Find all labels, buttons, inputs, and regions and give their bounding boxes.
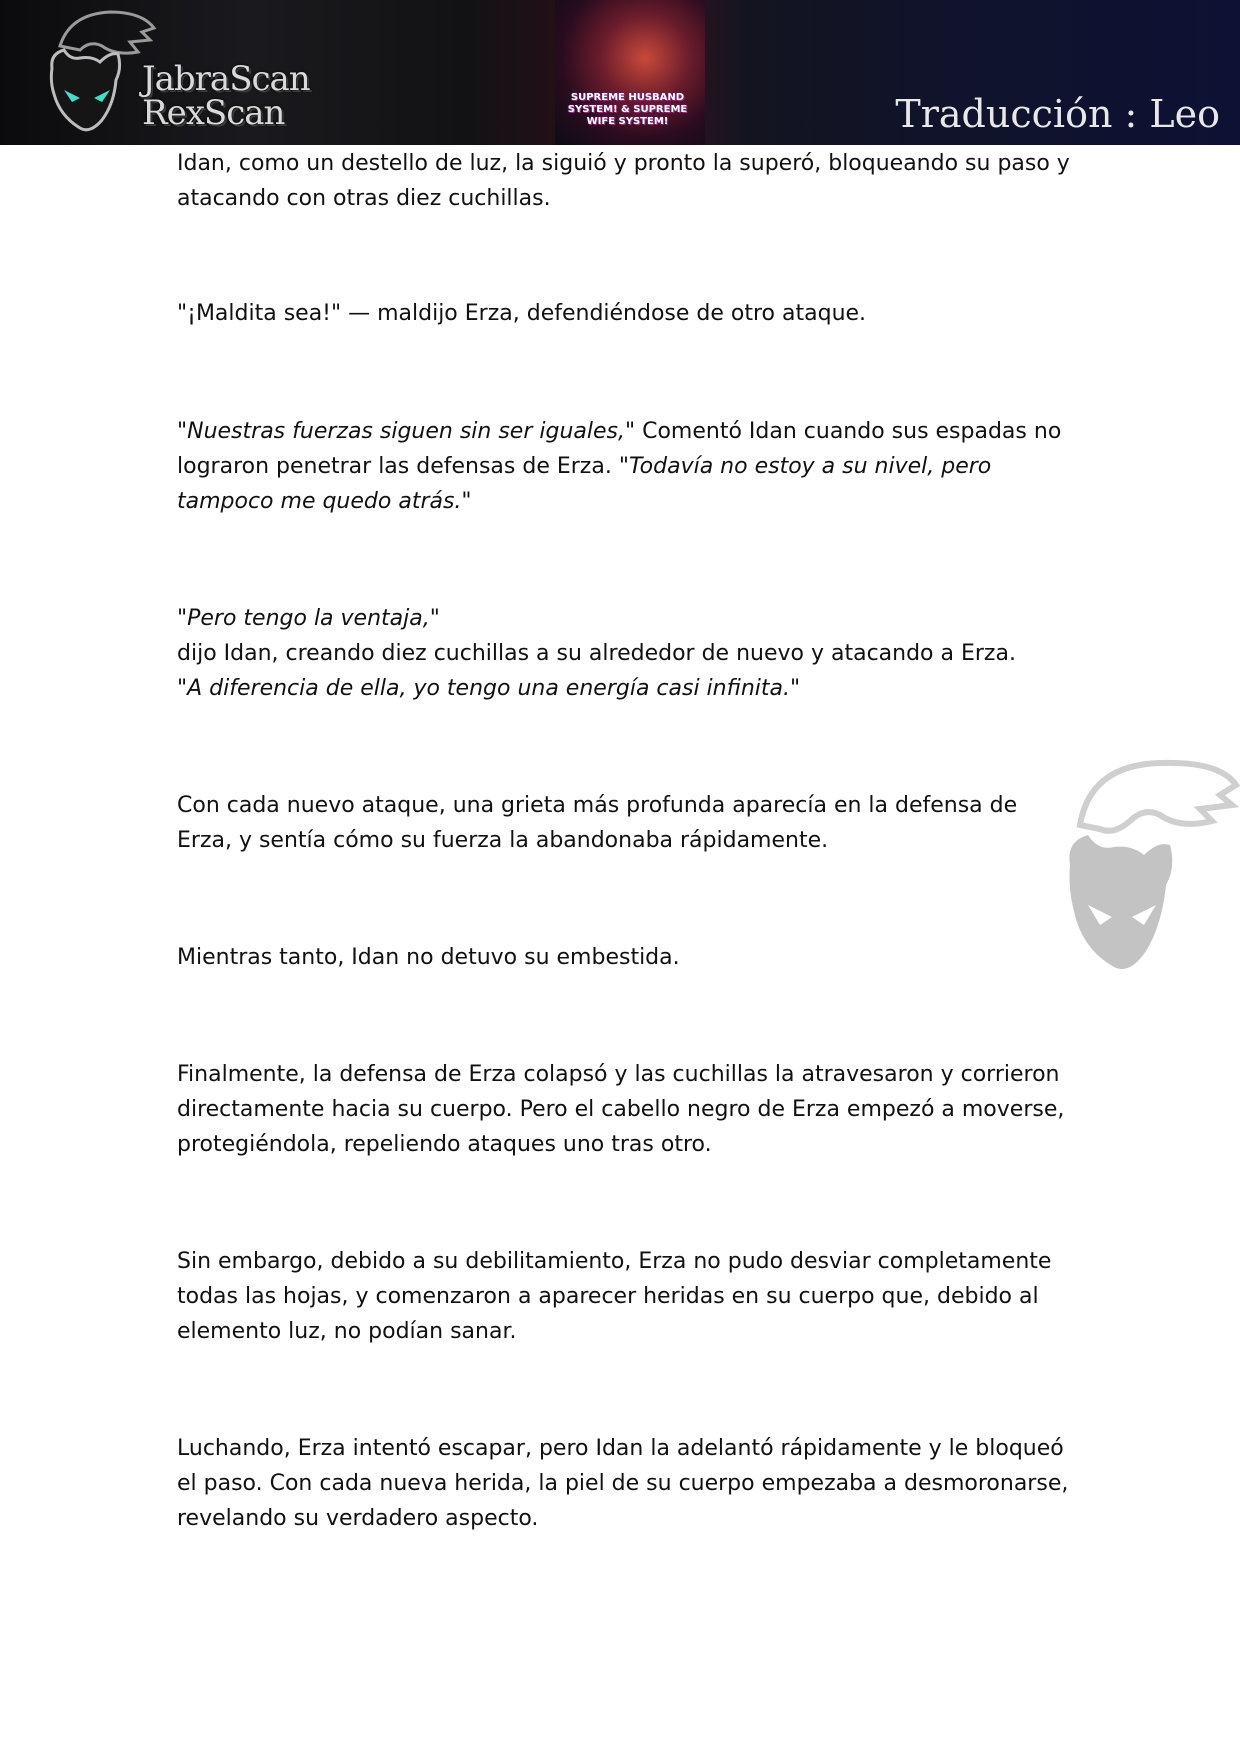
- dinosaur-skull-watermark-icon: [1060, 755, 1240, 985]
- paragraph-7: Finalmente, la defensa de Erza colapsó y las cuchillas la atravesaron y corrieron directamente hacia su cuerpo. Pero el cabello negro de Erza empezó a moverse, protegiéndola, repeliendo ataques uno tras otro.: [177, 1062, 1065, 1157]
- paragraph-1: Idan, como un destello de luz, la siguió y pronto la superó, bloqueando su paso y atacando con otras diez cuchillas.: [177, 151, 1070, 211]
- narration: dijo Idan, creando diez cuchillas a su alrededor de nuevo y atacando a Erza.: [177, 641, 1016, 666]
- dialogue-quote: "Nuestras fuerzas siguen sin ser iguales,": [177, 419, 636, 444]
- brand-name: [142, 59, 310, 133]
- dialogue-quote: "Pero tengo la ventaja,": [177, 606, 440, 631]
- paragraph-5: Con cada nuevo ataque, una grieta más profunda aparecía en la defensa de Erza, y sentía cómo su fuerza la abandonaba rápidamente.: [177, 793, 1018, 853]
- header-banner: [0, 0, 1240, 145]
- dialogue-quote: "A diferencia de ella, yo tengo una energía casi infinita.": [177, 676, 801, 701]
- brand-line-1: JabraScan: [142, 59, 310, 99]
- paragraph-4: [177, 601, 1077, 706]
- paragraph-6: Mientras tanto, Idan no detuvo su embestida.: [177, 945, 680, 970]
- paragraph-2: "¡Maldita sea!" — maldijo Erza, defendiéndose de otro ataque.: [177, 301, 867, 326]
- paragraph-3: [177, 414, 1077, 519]
- dinosaur-skull-logo-icon: [30, 6, 160, 140]
- cover-title: SUPREME HUSBAND SYSTEM! & SUPREME WIFE SYSTEM!: [567, 92, 688, 127]
- brand-line-2: RexScan: [142, 93, 285, 133]
- narration: Comentó Idan cuando sus espadas no lograron penetrar las defensas de Erza.: [177, 419, 1062, 479]
- paragraph-8: Sin embargo, debido a su debilitamiento, Erza no pudo desviar completamente todas las hojas, y comenzaron a aparecer heridas en su cuerpo que, debido al elemento luz, no podían sanar.: [177, 1249, 1052, 1344]
- chapter-text: [177, 146, 1077, 1536]
- dialogue-quote: "Todavía no estoy a su nivel, pero tampoco me quedo atrás.": [177, 454, 992, 514]
- paragraph-9: Luchando, Erza intentó escapar, pero Idan la adelantó rápidamente y le bloqueó el paso. Con cada nueva herida, la piel de su cuerpo empezaba a desmoronarse, revelando su verdadero aspecto.: [177, 1436, 1069, 1531]
- translator-credit: Traducción : Leo: [895, 92, 1220, 136]
